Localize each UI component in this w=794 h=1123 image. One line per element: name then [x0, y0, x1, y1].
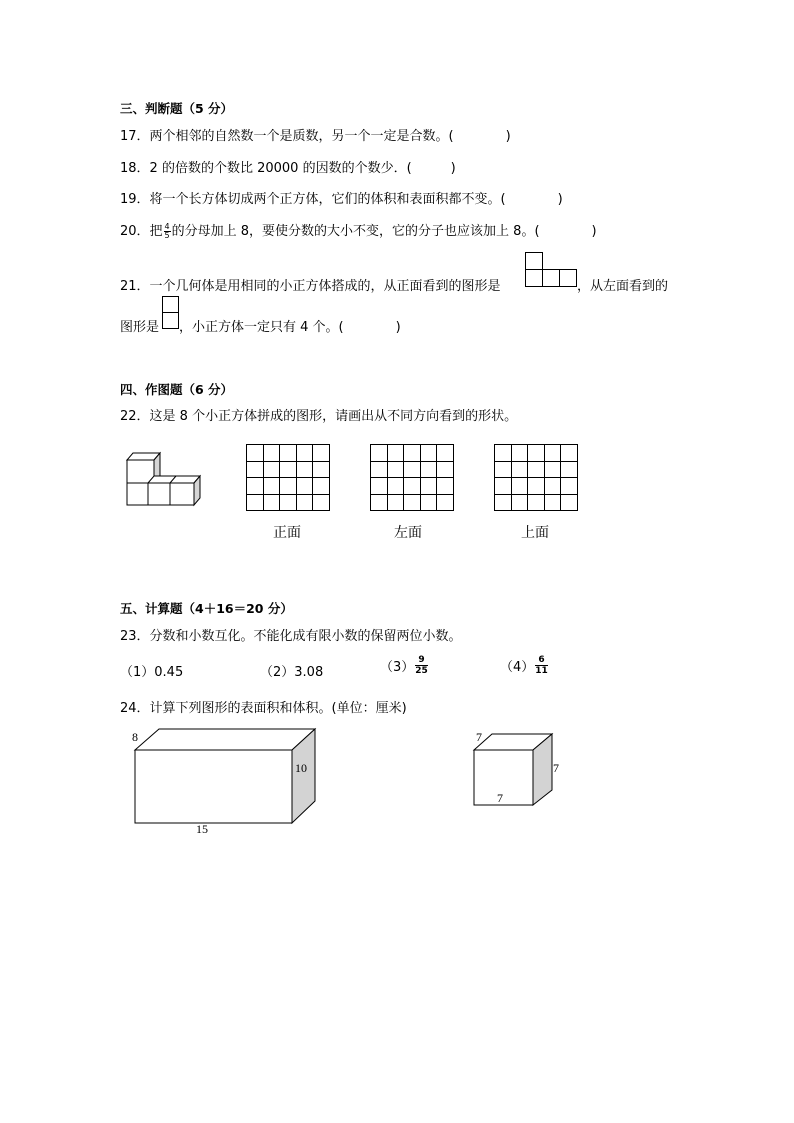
section-4-title: 四、作图题（6 分） [120, 382, 234, 397]
item-4 [500, 655, 549, 676]
item-4-label: （4） [500, 660, 535, 675]
fraction-denominator: 25 [415, 666, 428, 676]
caption-left: 左面 [394, 525, 422, 541]
cube-stack-figure [120, 445, 210, 510]
question-19: 19．将一个长方体切成两个正方体，它们的体积和表面积都不变。( ) [120, 192, 563, 207]
section-3-title: 三、判断题（5 分） [120, 101, 234, 116]
question-23: 23．分数和小数互化。不能化成有限小数的保留两位小数。 [120, 629, 462, 644]
fraction-numerator: 9 [415, 655, 428, 666]
grid-top[interactable] [494, 444, 578, 511]
fraction-numerator: 4 [164, 222, 170, 231]
fraction-denominator: 5 [164, 231, 170, 240]
question-22: 22．这是 8 个小正方体拼成的图形，请画出从不同方向看到的形状。 [120, 409, 518, 424]
item-1: （1）0.45 [120, 665, 184, 680]
question-20-prefix: 20．把 [120, 224, 163, 239]
question-21-line2-start: 图形是 [120, 320, 160, 335]
item-3-label: （3） [380, 660, 415, 675]
fraction-6-11 [535, 655, 548, 676]
cuboid-length-label: 15 [196, 822, 208, 836]
item-2: （2）3.08 [260, 665, 324, 680]
grid-left[interactable] [370, 444, 454, 511]
caption-top: 上面 [521, 525, 549, 541]
cuboid-height-label: 10 [295, 761, 307, 775]
fraction-4-5 [164, 223, 171, 240]
cuboid-figure [125, 725, 325, 840]
question-21-line1: 21．一个几何体是用相同的小正方体搭成的，从正面看到的图形是 [120, 279, 501, 294]
fraction-9-25 [415, 655, 428, 676]
cube-top-label: 7 [476, 730, 482, 744]
fraction-numerator: 6 [535, 655, 548, 666]
item-3 [380, 655, 429, 676]
fraction-denominator: 11 [535, 666, 548, 676]
cube-bottom-label: 7 [497, 791, 503, 805]
cuboid-depth-label: 8 [132, 730, 138, 744]
question-20 [120, 220, 597, 240]
grid-front[interactable] [246, 444, 330, 511]
question-24: 24．计算下列图形的表面积和体积。(单位：厘米) [120, 701, 407, 716]
question-21-line2-end: ，小正方体一定只有 4 个。( ) [179, 320, 401, 335]
section-5-title: 五、计算题（4＋16＝20 分） [120, 601, 293, 616]
cube-figure [470, 730, 560, 810]
question-20-suffix: 的分母加上 8，要使分数的大小不变，它的分子也应该加上 8。( ) [171, 224, 597, 239]
question-21-line1-end: ，从左面看到的 [577, 279, 669, 294]
question-18: 18．2 的倍数的个数比 20000 的因数的个数少．( ) [120, 161, 456, 176]
caption-front: 正面 [273, 525, 301, 541]
cube-side-label: 7 [553, 761, 559, 775]
question-17: 17．两个相邻的自然数一个是质数，另一个一定是合数。( ) [120, 129, 511, 144]
